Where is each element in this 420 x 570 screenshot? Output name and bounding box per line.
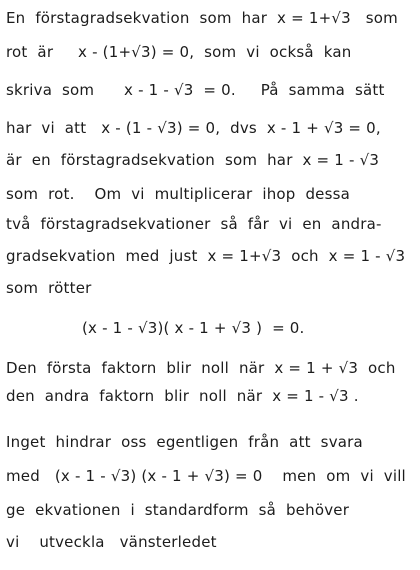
text-line-2: rot är x - (1+√3) = 0, som vi också kan <box>6 43 352 61</box>
text-line-7: två förstagradsekvationer så får vi en andra- <box>6 215 382 233</box>
text-line-1: En förstagradsekvation som har x = 1+√3 som <box>6 9 398 27</box>
text-line-12: den andra faktorn blir noll när x = 1 - √3 . <box>6 387 359 405</box>
text-line-5: är en förstagradsekvation som har x = 1 - √3 <box>6 151 380 169</box>
text-line-11: Den första faktorn blir noll när x = 1 + √3 och <box>6 359 396 377</box>
text-line-13: Inget hindrar oss egentligen från att svara <box>6 433 363 451</box>
text-line-14: med (x - 1 - √3) (x - 1 + √3) = 0 men om vi vill <box>6 467 406 485</box>
equation-line: (x - 1 - √3)( x - 1 + √3 ) = 0. <box>82 319 305 337</box>
text-line-3: skriva som x - 1 - √3 = 0. På samma sätt <box>6 81 385 99</box>
text-line-6: som rot. Om vi multiplicerar ihop dessa <box>6 185 351 203</box>
text-line-9: som rötter <box>6 279 92 297</box>
text-line-4: har vi att x - (1 - √3) = 0, dvs x - 1 + √3 = 0, <box>6 119 381 137</box>
text-line-8: gradsekvation med just x = 1+√3 och x = 1 - √3 <box>6 247 406 265</box>
text-line-16: vi utveckla vänsterledet <box>6 533 217 551</box>
text-line-15: ge ekvationen i standardform så behöver <box>6 501 350 519</box>
